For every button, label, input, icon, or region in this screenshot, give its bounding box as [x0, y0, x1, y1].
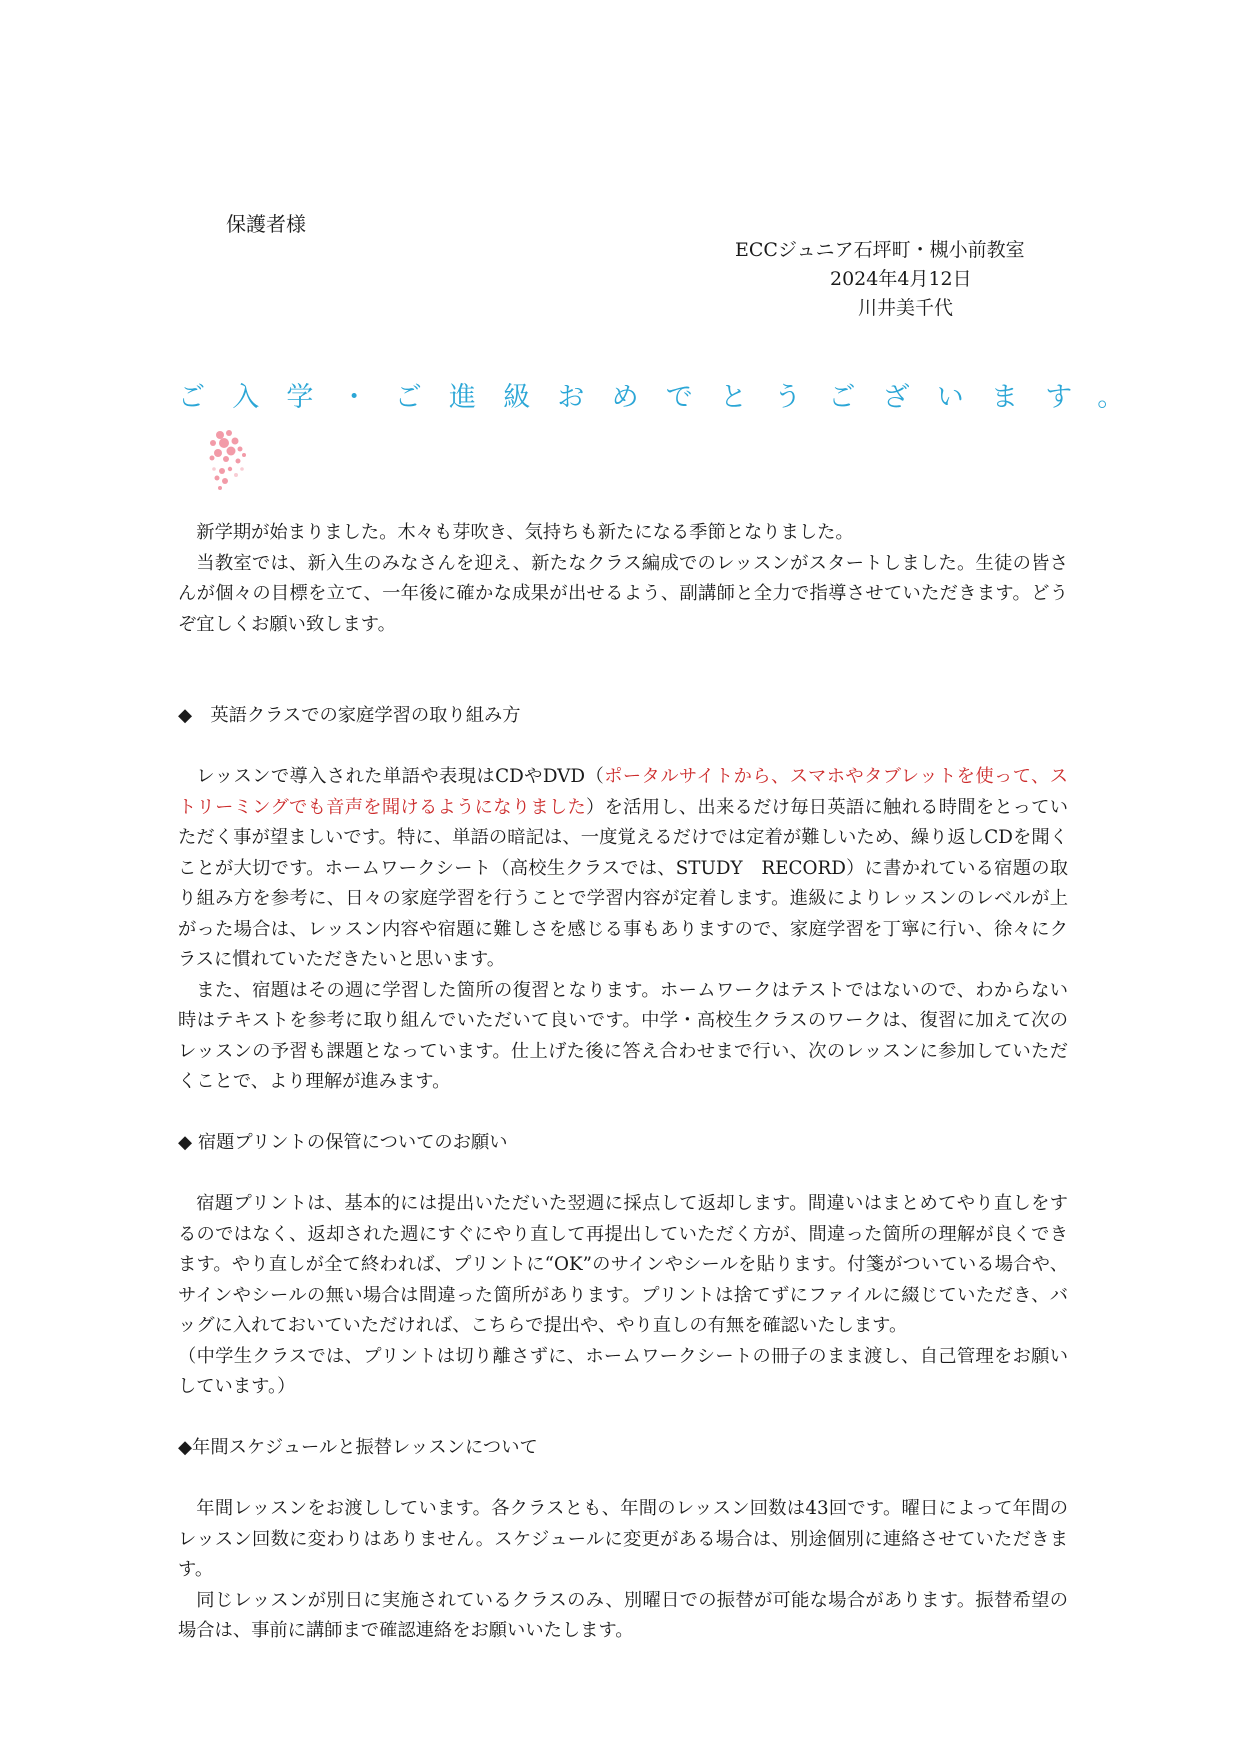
sender-name: 川井美千代	[858, 297, 954, 319]
school-name: ECCジュニア石坪町・槻小前教室	[735, 239, 1025, 261]
print-storage-paragraph-2: （中学生クラスでは、プリントは切り離さずに、ホームワークシートの冊子のまま渡し、自己管理をお願いしています。）	[178, 1345, 1068, 1397]
intro-paragraph-1: 新学期が始まりました。木々も芽吹き、気持ちも新たになる季節となりました。	[196, 522, 854, 543]
streaming-note: ポータルサイトから、スマホやタブレットを使って、ストリーミングでも音声を聞けるようになりました	[178, 766, 1068, 818]
home-study-paragraph-2: また、宿題はその週に学習した箇所の復習となります。ホームワークはテストではないので、わからない時はテキストを参考に取り組んでいただいて良いです。中学・高校生クラスのワークは、復習に加えて次のレッスンの予習も課題となっています。仕上げた後に答え合わせまで行い、次のレッスンに参加していただくことで、より理解が進みます。	[178, 979, 1068, 1092]
section-title-home-study: ◆ 英語クラスでの家庭学習の取り組み方	[178, 705, 521, 726]
congratulations-headline: ご入学・ご進級おめでとうございます。	[178, 382, 1152, 413]
sender-block	[700, 236, 1080, 323]
cherry-blossom-icon	[200, 425, 270, 505]
section-title-print-storage: ◆ 宿題プリントの保管についてのお願い	[178, 1132, 508, 1153]
addressee: 保護者様	[226, 212, 306, 236]
schedule-paragraph-2: 同じレッスンが別日に実施されているクラスのみ、別曜日での振替が可能な場合があります。振替希望の場合は、事前に講師まで確認連絡をお願いいたします。	[178, 1589, 1068, 1641]
home-study-text-1: レッスンで導入された単語や表現はCDやDVD（	[196, 766, 605, 787]
home-study-paragraph-1	[178, 762, 1068, 976]
intro-paragraph-2: 当教室では、新入生のみなさんを迎え、新たなクラス編成でのレッスンがスタートしました。生徒の皆さんが個々の目標を立て、一年後に確かな成果が出せるよう、副講師と全力で指導させていただきます。どうぞ宜しくお願い致します。	[178, 552, 1068, 635]
print-storage-paragraph-1: 宿題プリントは、基本的には提出いただいた翌週に採点して返却します。間違いはまとめてやり直しをするのではなく、返却された週にすぐにやり直して再提出していただく方が、間違った箇所の理解が良くできます。やり直しが全て終われば、プリントに“OK”のサインやシールを貼ります。付箋がついている場合や、サインやシールの無い場合は間違った箇所があります。プリントは捨てずにファイルに綴じていただき、バッグに入れておいていただければ、こちらで提出や、やり直しの有無を確認いたします。	[178, 1193, 1068, 1336]
letter-date: 2024年4月12日	[830, 268, 972, 290]
home-study-text-2: ）を活用し、出来るだけ毎日英語に触れる時間をとっていただく事が望ましいです。特に、単語の暗記は、一度覚えるだけでは定着が難しいため、繰り返しCDを聞くことが大切です。ホームワークシート（高校生クラスでは、STUDY RECORD）に書かれている宿題の取り組み方を参考に、日々の家庭学習を行うことで学習内容が定着します。進級によりレッスンのレベルが上がった場合は、レッスン内容や宿題に難しさを感じる事もありますので、家庭学習を丁寧に行い、徐々にクラスに慣れていただきたいと思います。	[178, 796, 1068, 970]
letter-body	[178, 518, 1068, 1647]
schedule-paragraph-1: 年間レッスンをお渡ししています。各クラスとも、年間のレッスン回数は43回です。曜日によって年間のレッスン回数に変わりはありません。スケジュールに変更がある場合は、別途個別に連絡させていただきます。	[178, 1498, 1068, 1580]
section-title-schedule: ◆年間スケジュールと振替レッスンについて	[178, 1437, 538, 1458]
